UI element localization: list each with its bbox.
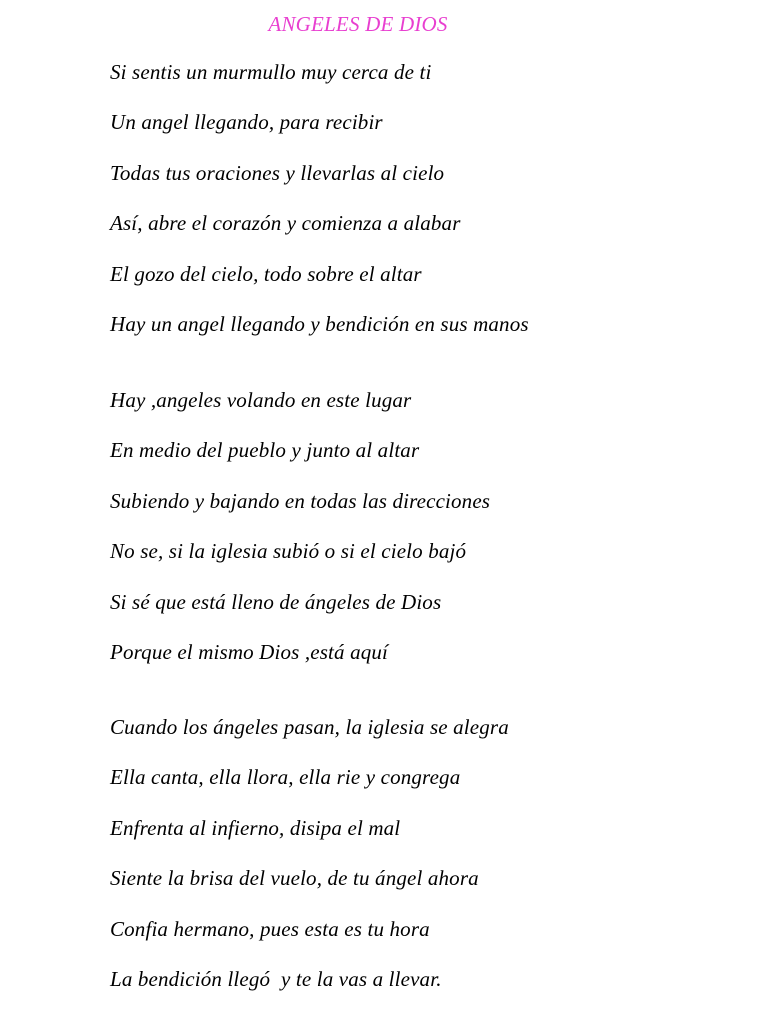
stanza-2 (110, 388, 490, 690)
poem-title: ANGELES DE DIOS (268, 12, 448, 36)
poem-line: En medio del pueblo y junto al altar (110, 438, 420, 463)
poem-line: Si sé que está lleno de ángeles de Dios (110, 589, 442, 614)
poem-line: La bendición llegó y te la vas a llevar. (110, 966, 442, 991)
stanza-3 (110, 715, 509, 1017)
poem-line: Si sentis un murmullo muy cerca de ti (110, 60, 432, 84)
poem-line: Subiendo y bajando en todas las direcciones (110, 488, 491, 513)
stanza-1 (110, 60, 529, 362)
poem-line: Hay ,angeles volando en este lugar (110, 388, 412, 412)
poem-line: Confia hermano, pues esta es tu hora (110, 916, 430, 941)
poem-line: Ella canta, ella llora, ella rie y congrega (110, 765, 461, 790)
poem-line: Porque el mismo Dios ,está aquí (110, 639, 389, 664)
poem-line: Un angel llegando, para recibir (110, 110, 383, 135)
poem-line: El gozo del cielo, todo sobre el altar (110, 261, 422, 286)
poem-line: Así, abre el corazón y comienza a alabar (110, 211, 461, 236)
poem-line: Cuando los ángeles pasan, la iglesia se alegra (110, 715, 509, 739)
poem-line: No se, si la iglesia subió o si el cielo bajó (110, 539, 467, 564)
poem-line: Hay un angel llegando y bendición en sus manos (110, 311, 529, 336)
poem-line: Todas tus oraciones y llevarlas al cielo (110, 160, 445, 185)
poem-line: Siente la brisa del vuelo, de tu ángel ahora (110, 866, 479, 891)
poem-line: Enfrenta al infierno, disipa el mal (110, 815, 401, 840)
